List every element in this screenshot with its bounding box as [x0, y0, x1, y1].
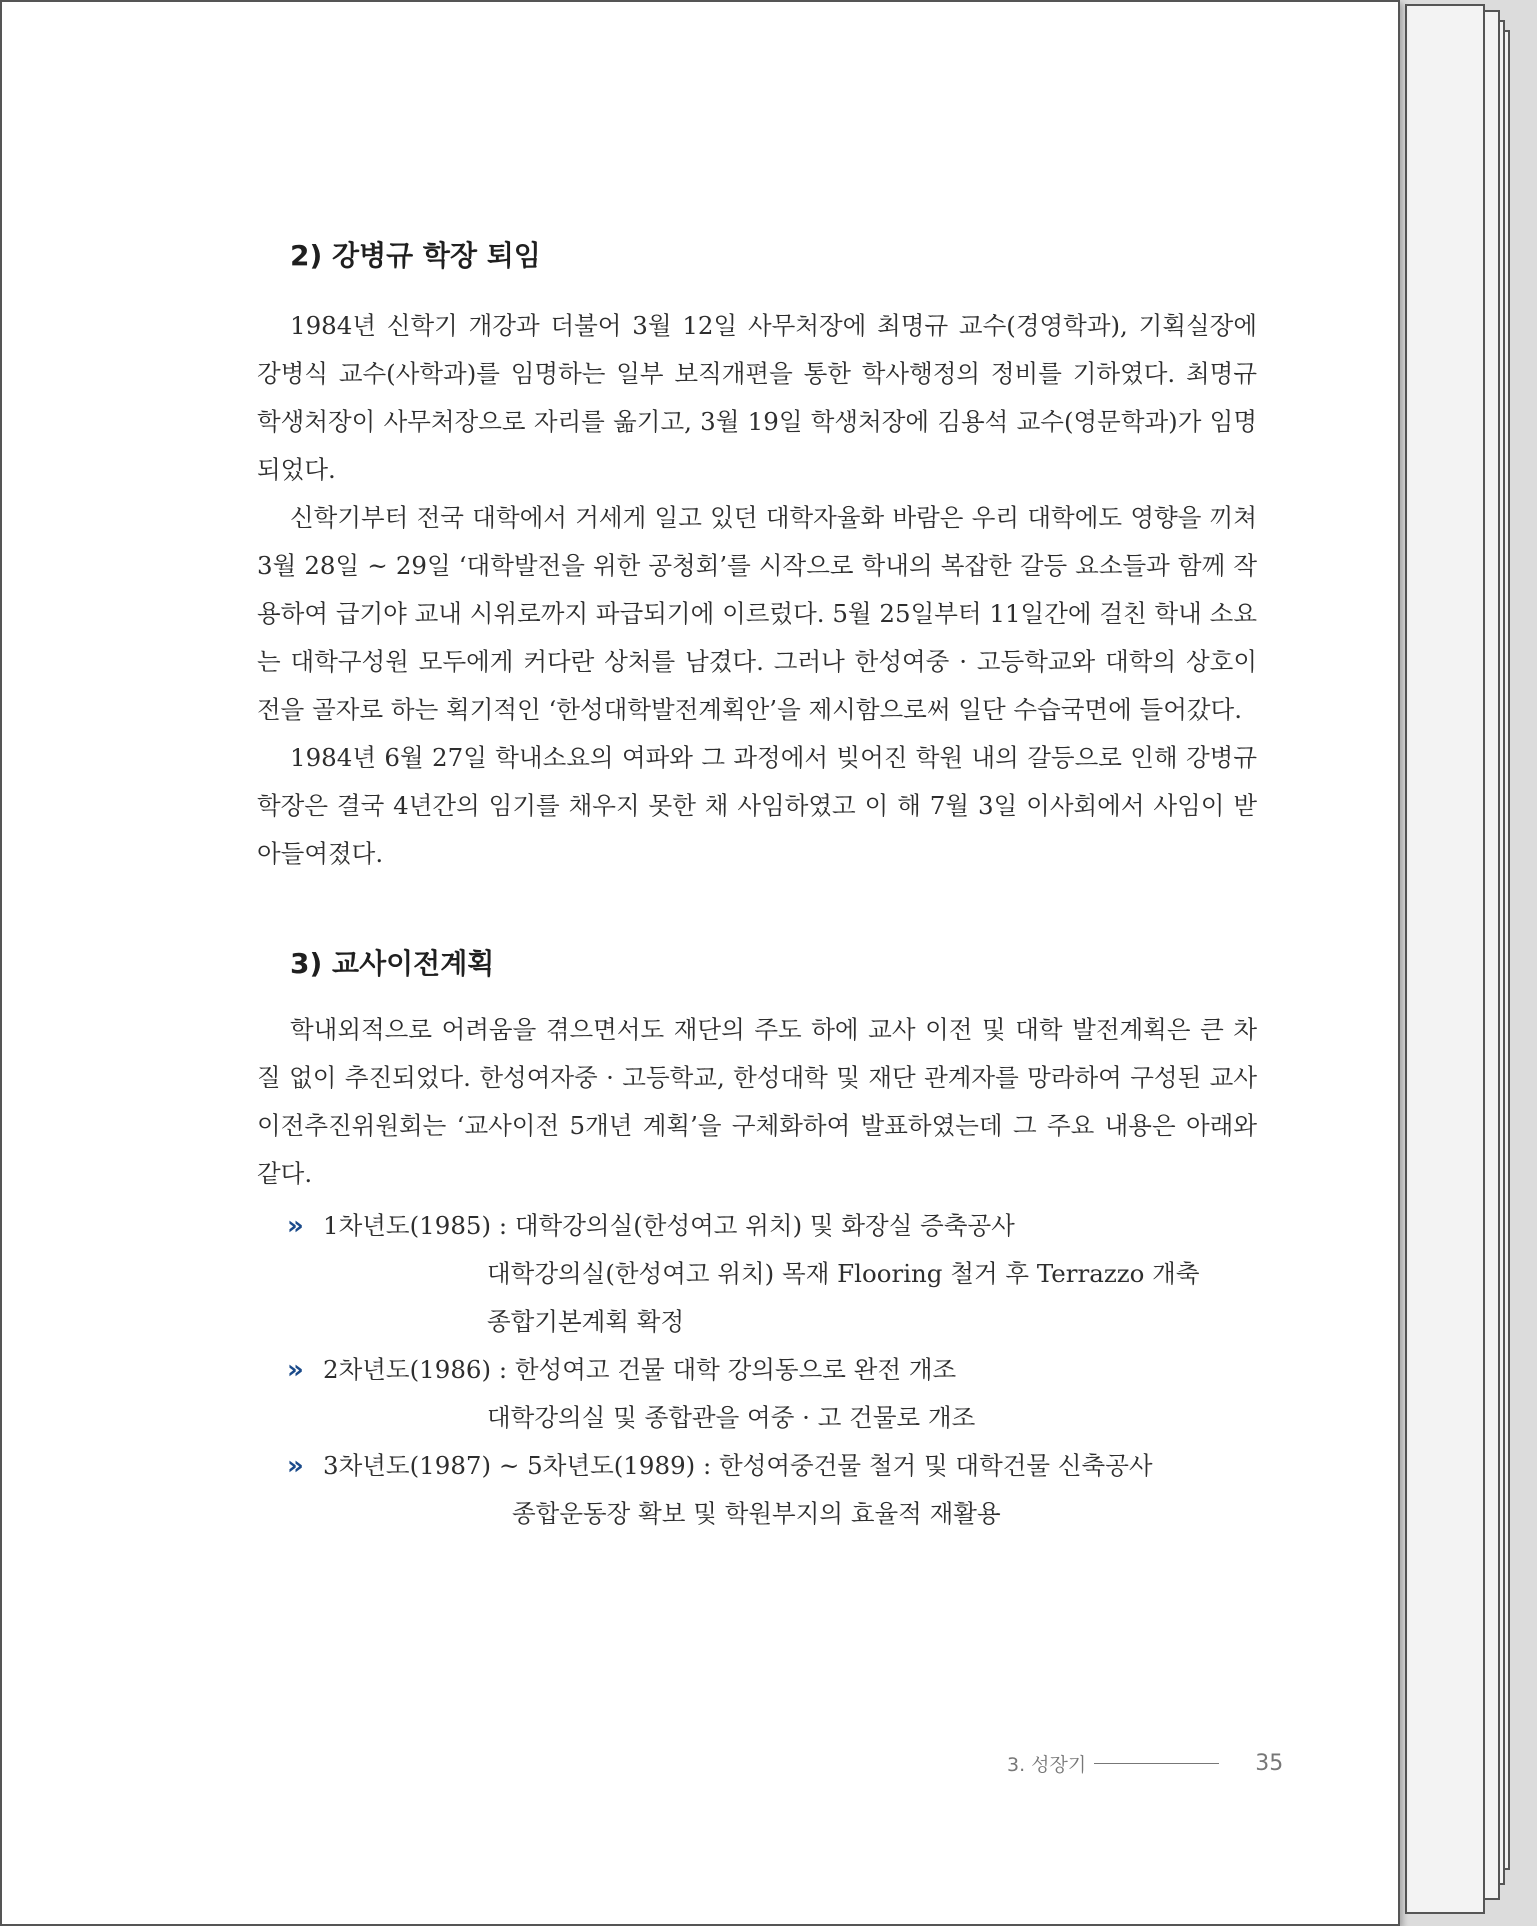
bullet-chevron-icon: »	[287, 1211, 304, 1241]
chapter-title: 3. 성장기	[1007, 1754, 1087, 1776]
footer-divider	[1094, 1763, 1219, 1764]
section-body-relocation	[257, 1006, 1257, 1198]
paragraph: 1984년 신학기 개강과 더불어 3월 12일 사무처장에 최명규 교수(경영학과), 기획실장에 강병식 교수(사학과)를 임명하는 일부 보직개편을 통한 학사행정의 정비를 기하였다. 최명규 학생처장이 사무처장으로 자리를 옮기고, 3월 19일 학생처장에 김용석 교수(영문학과)가 임명되었다.	[257, 311, 1257, 484]
section-heading-relocation: 3) 교사이전계획	[290, 947, 495, 980]
paragraph: 학내외적으로 어려움을 겪으면서도 재단의 주도 하에 교사 이전 및 대학 발전계획은 큰 차질 없이 추진되었다. 한성여자중 · 고등학교, 한성대학 및 재단 관계자를 망라하여 구성된 교사이전추진위원회는 ‘교사이전 5개년 계획’을 구체화하여 발표하였는데 그 주요 내용은 아래와 같다.	[257, 1015, 1257, 1188]
plan-item-detail: 종합운동장 확보 및 학원부지의 효율적 재활용	[512, 1499, 1001, 1528]
stack-layer	[1405, 4, 1485, 1914]
page-number: 35	[1255, 1751, 1284, 1776]
section-body-resignation	[257, 302, 1257, 878]
plan-item-detail: 대학강의실 및 종합관을 여중 · 고 건물로 개조	[487, 1403, 976, 1432]
plan-item-year1	[287, 1202, 1287, 1346]
plan-item-detail: 대학강의실(한성여고 위치) 목재 Flooring 철거 후 Terrazzo 개축	[487, 1259, 1200, 1288]
relocation-plan-list	[287, 1202, 1287, 1538]
paragraph: 신학기부터 전국 대학에서 거세게 일고 있던 대학자율화 바람은 우리 대학에도 영향을 끼쳐 3월 28일 ~ 29일 ‘대학발전을 위한 공청회’를 시작으로 학내의 복잡한 갈등 요소들과 함께 작용하여 급기야 교내 시위로까지 파급되기에 이르렀다. 5월 25일부터 11일간에 걸친 학내 소요는 대학구성원 모두에게 커다란 상처를 남겼다. 그러나 한성여중 · 고등학교와 대학의 상호이전을 골자로 하는 획기적인 ‘한성대학발전계획안’을 제시함으로써 일단 수습국면에 들어갔다.	[257, 503, 1257, 724]
plan-item-label: 1차년도(1985) : 대학강의실(한성여고 위치) 및 화장실 증축공사	[323, 1211, 1015, 1240]
plan-item-label: 2차년도(1986) : 한성여고 건물 대학 강의동으로 완전 개조	[323, 1355, 957, 1384]
plan-item-year3-5	[287, 1442, 1287, 1538]
plan-item-year2	[287, 1346, 1287, 1442]
bullet-chevron-icon: »	[287, 1355, 304, 1385]
section-heading-resignation: 2) 강병규 학장 퇴임	[290, 239, 541, 272]
plan-item-label: 3차년도(1987) ~ 5차년도(1989) : 한성여중건물 철거 및 대학건물 신축공사	[323, 1451, 1153, 1480]
page-footer	[1007, 1750, 1283, 1777]
bullet-chevron-icon: »	[287, 1451, 304, 1481]
plan-item-detail: 종합기본계획 확정	[487, 1307, 685, 1336]
paragraph: 1984년 6월 27일 학내소요의 여파와 그 과정에서 빚어진 학원 내의 갈등으로 인해 강병규 학장은 결국 4년간의 임기를 채우지 못한 채 사임하였고 이 해 7월 3일 이사회에서 사임이 받아들여졌다.	[257, 743, 1257, 868]
